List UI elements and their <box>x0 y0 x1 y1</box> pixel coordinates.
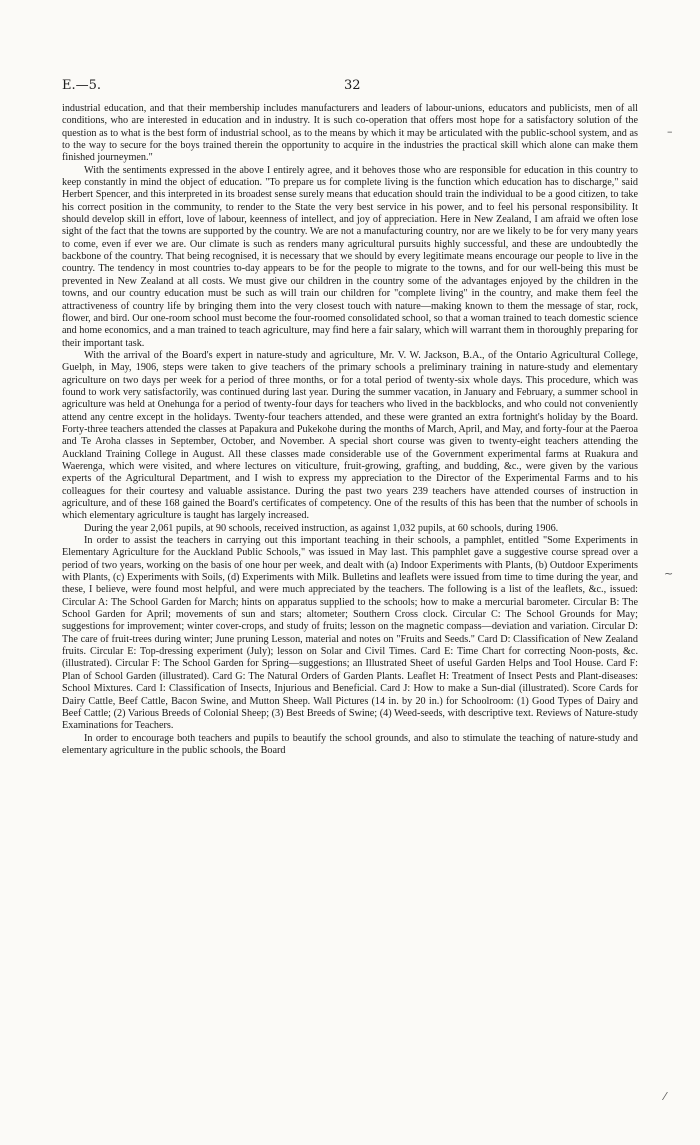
paragraph-continuation: industrial education, and that their membership includes manufacturers and leaders of labour-unions, educators and publicists, men of all conditions, who are interested in education and in industry. It is such co-operation that offers most hope for a satisfactory solution of the question as to what is the best form of industrial school, as to the means by which it may be articulated with the public-school system, and as to the way to secure for the boys trained therein the opportunity to acquire in the industries the practical skill which alone can make them finished journeymen." <box>62 103 638 164</box>
paragraph-pupil-statistics: During the year 2,061 pupils, at 90 schools, received instruction, as against 1,032 pupils, at 60 schools, during 1906. <box>84 522 559 534</box>
document-reference: E.—5. <box>62 78 102 93</box>
page-number: 32 <box>344 78 361 93</box>
margin-mark: ~ <box>664 567 674 580</box>
paragraph-agriculture-training: With the arrival of the Board's expert in nature-study and agriculture, Mr. V. W. Jackson, B.A., of the Ontario Agricultural College, Guelph, in May, 1906, steps were taken to give teachers of the primary schools a preliminary training in nature-study and elementary agriculture on two days per week for a period of three months, or for a total period of twenty-six whole days. This procedure, which was found to work very satisfactorily, was continued during last year. During the summer vacation, in January and February, a summer school in agriculture was held at Onehunga for a period of twenty-four days for teachers who lived in the backblocks, and who could not conveniently attend any centre except in the holidays. Twenty-four teachers attended, and these were granted an extra fortnight's holiday by the Board. Forty-three teachers attended the classes at Papakura and Pukekohe during the months of March, April, and May, and forty-four at the Paeroa and Te Aroha classes in September, October, and November. A special short course was given to twenty-eight teachers attending the Auckland Training College in August. All these classes made considerable use of the Government experimental farms at Ruakura and Waerenga, which were visited, and where lectures on viticulture, fruit-growing, grafting, and budding, &c., were given by the various experts of the Agricultural Department, and I wish to express my appreciation to the Director of the Experimental Farms and to his colleagues for their courtesy and valuable assistance. During the past two years 239 teachers have attended courses of instruction in agriculture, and of these 168 gained the Board's certificates of competency. One of the results of this has been that the number of schools in which elementary agriculture is taught has largely increased. <box>62 349 638 522</box>
paragraph-school-grounds: In order to encourage both teachers and pupils to beautify the school grounds, and also to stimulate the teaching of nature-study and elementary agriculture in the public schools, the Board <box>62 732 638 756</box>
body-text <box>62 103 638 757</box>
paragraph-education-object: With the sentiments expressed in the above I entirely agree, and it behoves those who are responsible for education in this country to keep constantly in mind the object of education. "To prepare us for complete living is the function which education has to discharge," said Herbert Spencer, and this interpreted in its broadest sense surely means that education should train the individual to be a good citizen, to take his correct position in the community, to render to the State the very best service in his power, and to feel his personal responsibility. It should develop skill in effort, love of labour, keenness of intellect, and joy of appreciation. Here in New Zealand, I am afraid we often lose sight of the fact that the towns are supported by the country. We are not a manufacturing country, nor are we likely to be for very many years to come, even if ever we are. Our climate is such as renders many agricultural pursuits highly successful, and these are undoubtedly the backbone of the country. That being recognised, it is necessary that we should by every legitimate means encourage our people to live in the country. The tendency in most countries to-day appears to be for the people to migrate to the towns, and for our well-being this must be prevented in New Zealand at all costs. We must give our children in the country some of the advantages enjoyed by the children in the towns, and our country education must be such as will train our children for "complete living" in the country, and make them feel the attractiveness of country life by bringing them into the very closest touch with nature—making known to them the message of star, rock, flower, and bird. Our one-room school must become the four-roomed consolidated school, so that a woman trained to teach domestic science and home economics, and a man trained to teach agriculture, may find here a fair salary, which will warrant them in thoroughly preparing for their important task. <box>62 164 638 349</box>
margin-mark: ⁄ <box>664 1090 666 1103</box>
page-header <box>62 78 638 98</box>
paragraph-pamphlet-leaflets: In order to assist the teachers in carrying out this important teaching in their schools, a pamphlet, entitled "Some Experiments in Elementary Agriculture for the Auckland Public Schools," was issued in May last. This pamphlet gave a suggestive course spread over a period of two years, working on the basis of one hour per week, and dealt with (a) Indoor Experiments with Plants, (b) Outdoor Experiments with Plants, (c) Experiments with Soils, (d) Experiments with Milk. Bulletins and leaflets were issued from time to time during the year, and these, I believe, were found most helpful, and were much appreciated by the teachers. The following is a list of the leaflets, &c., issued: Circular A: The School Garden for March; hints on apparatus supplied to the schools; how to make a mercurial barometer. Circular B: The School Garden for April; movements of sun and stars; altometer; Southern Cross clock. Circular C: The School Grounds for May; suggestions for improvement; winter cover-crops, and study of fruits; lesson on the magnetic compass—deviation and variation. Circular D: The care of fruit-trees during winter; June pruning Lesson, material and notes on "Fruits and Seeds." Card D: Classification of New Zealand fruits. Circular E: Top-dressing experiment (July); lesson on Solar and Civil Times. Card E: Time Chart for correcting Noon-posts, &c. (illustrated). Circular F: The School Garden for Spring—suggestions; an Illustrated Sheet of useful Garden Helps and Tool House. Card F: Plan of School Garden (illustrated). Card G: The Natural Orders of Garden Plants. Leaflet H: Treatment of Insect Pests and Plant-diseases: School Mixtures. Card I: Classification of Insects, Injurious and Beneficial. Card J: How to make a Sun-dial (illustrated). Score Cards for Dairy Cattle, Beef Cattle, Bacon Swine, and Mutton Sheep. Wall Pictures (14 in. by 20 in.) for Schoolroom: (1) Good Types of Dairy and Beef Cattle; (2) Various Breeds of Colonial Sheep; (3) Best Breeds of Swine; (4) Weed-seeds, with descriptive text. Reviews of Nature-study Examinations for Teachers. <box>62 535 638 732</box>
margin-mark: – <box>667 125 673 138</box>
